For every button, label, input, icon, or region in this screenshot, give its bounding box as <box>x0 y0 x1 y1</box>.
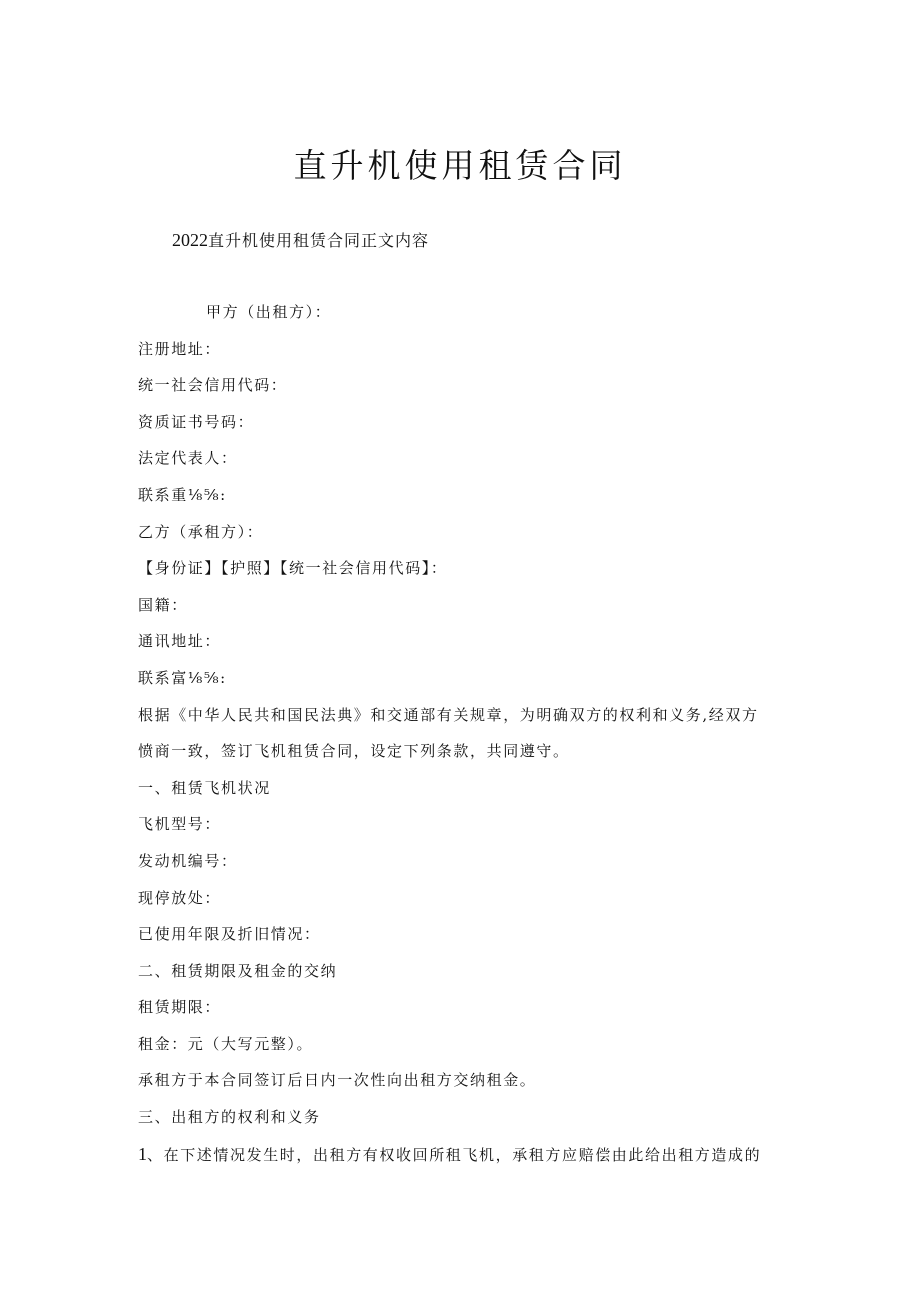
clause-1-number: 1 <box>138 1143 147 1164</box>
qualification-number-label: 资质证书号码： <box>138 412 255 431</box>
legal-representative-label: 法定代表人： <box>138 449 238 468</box>
rent-payment-clause: 承租方于本合同签订后日内一次性向出租方交纳租金。 <box>138 1071 537 1090</box>
rent-label: 租金：元（大写元整）。 <box>138 1034 314 1053</box>
lease-term-label: 租赁期限： <box>138 998 222 1017</box>
engine-number-label: 发动机编号： <box>138 851 238 870</box>
mailing-address-label: 通讯地址： <box>138 632 222 651</box>
party-b-phone-label: 联系富⅛⅝: <box>138 668 227 687</box>
preamble-line-1: 根据《中华人民共和国民法典》和交通部有关规章，为明确双方的权利和义务,经双方 <box>138 705 759 724</box>
section-1-heading: 一、租赁飞机状况 <box>138 778 271 797</box>
registered-address-label: 注册地址： <box>138 339 222 358</box>
service-years-label: 已使用年限及折旧情况： <box>138 925 321 944</box>
nationality-label: 国籍： <box>138 595 188 614</box>
subtitle-year: 2022 <box>172 230 208 250</box>
clause-1 <box>138 1136 798 1173</box>
document-subtitle <box>172 226 429 255</box>
section-3-heading: 三、出租方的权利和义务 <box>138 1108 321 1127</box>
party-a-phone-label: 联系重⅛⅝: <box>138 485 227 504</box>
credit-code-label: 统一社会信用代码： <box>138 376 288 395</box>
preamble-line-2: 愤商一致，签订飞机租赁合同，设定下列条款，共同遵守。 <box>138 742 570 761</box>
aircraft-model-label: 飞机型号： <box>138 815 222 834</box>
party-a-label: 甲方（出租方）： <box>206 303 332 321</box>
contract-body <box>138 294 798 1172</box>
clause-1-text: 、在下述情况发生时，出租方有权收回所租飞机，承租方应赔偿由此给出租方造成的 <box>147 1145 762 1164</box>
section-2-heading: 二、租赁期限及租金的交纳 <box>138 961 338 980</box>
party-b-label: 乙方（承租方）： <box>138 522 264 541</box>
parking-location-label: 现停放处： <box>138 888 222 907</box>
document-title: 直升机使用租赁合同 <box>293 146 627 185</box>
party-b-id-label: 【身份证】【护照】【统一社会信用代码】： <box>138 559 448 578</box>
subtitle-text: 直升机使用租赁合同正文内容 <box>208 231 430 250</box>
